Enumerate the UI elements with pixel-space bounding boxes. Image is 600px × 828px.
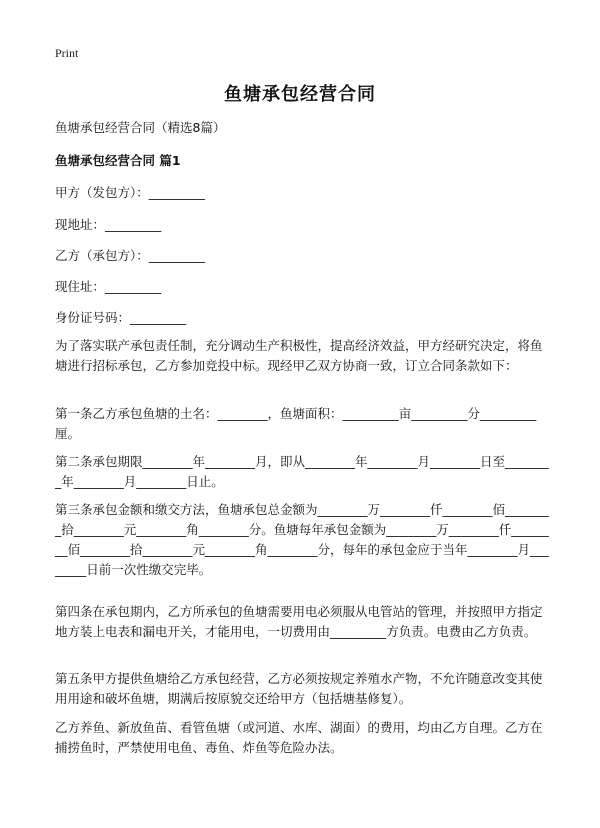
section-heading: 鱼塘承包经营合同 篇1 bbox=[55, 153, 181, 168]
field-party-b: 乙方（承包方）：_________ bbox=[55, 248, 206, 263]
document-title: 鱼塘承包经营合同 bbox=[224, 84, 376, 105]
article-5: 第五条甲方提供鱼塘给乙方承包经营，乙方必须按规定养殖水产物，不允许随意改变其使用用途和破坏鱼塘，期满后按原貌交还给甲方（包括塘基修复）。 bbox=[55, 671, 543, 706]
print-label: Print bbox=[55, 46, 79, 60]
field-party-a: 甲方（发包方）：_________ bbox=[55, 185, 206, 200]
field-id-number: 身份证号码：_________ bbox=[55, 310, 187, 325]
article-6: 乙方养鱼、新放鱼苗、看管鱼塘（或河道、水库、湖面）的费用，均由乙方自理。乙方在捕捞鱼时，严禁使用电鱼、毒鱼、炸鱼等危险办法。 bbox=[55, 720, 543, 755]
article-3: 第三条承包金额和缴交方法，鱼塘承包总金额为________万________仟________佰________拾________元________角________分。鱼塘每年承包金额为________万________仟________佰________拾________元________角________分，每年的承包金应于当年________月________日前一次性缴交完毕。 bbox=[55, 502, 549, 577]
field-address-b: 现住址：_________ bbox=[55, 279, 162, 294]
article-2: 第二条承包期限________年________月，即从________年________月________日至________年________月________日止。 bbox=[55, 454, 549, 489]
field-address-a: 现地址：_________ bbox=[55, 217, 162, 232]
intro-paragraph: 为了落实联产承包责任制，充分调动生产积极性，提高经济效益，甲方经研究决定，将鱼塘进行招标承包，乙方参加竞投中标。现经甲乙双方协商一致，订立合同条款如下： bbox=[55, 338, 543, 373]
article-4: 第四条在承包期内，乙方所承包的鱼塘需要用电必须服从电管站的管理，并按照甲方指定地方装上电表和漏电开关，才能用电，一切费用由_________方负责。电费由乙方负责。 bbox=[55, 604, 543, 639]
article-1: 第一条乙方承包鱼塘的土名：________，鱼塘面积：_________亩_________分_________厘。 bbox=[55, 406, 537, 441]
document-subtitle: 鱼塘承包经营合同（精选8篇） bbox=[55, 120, 226, 135]
